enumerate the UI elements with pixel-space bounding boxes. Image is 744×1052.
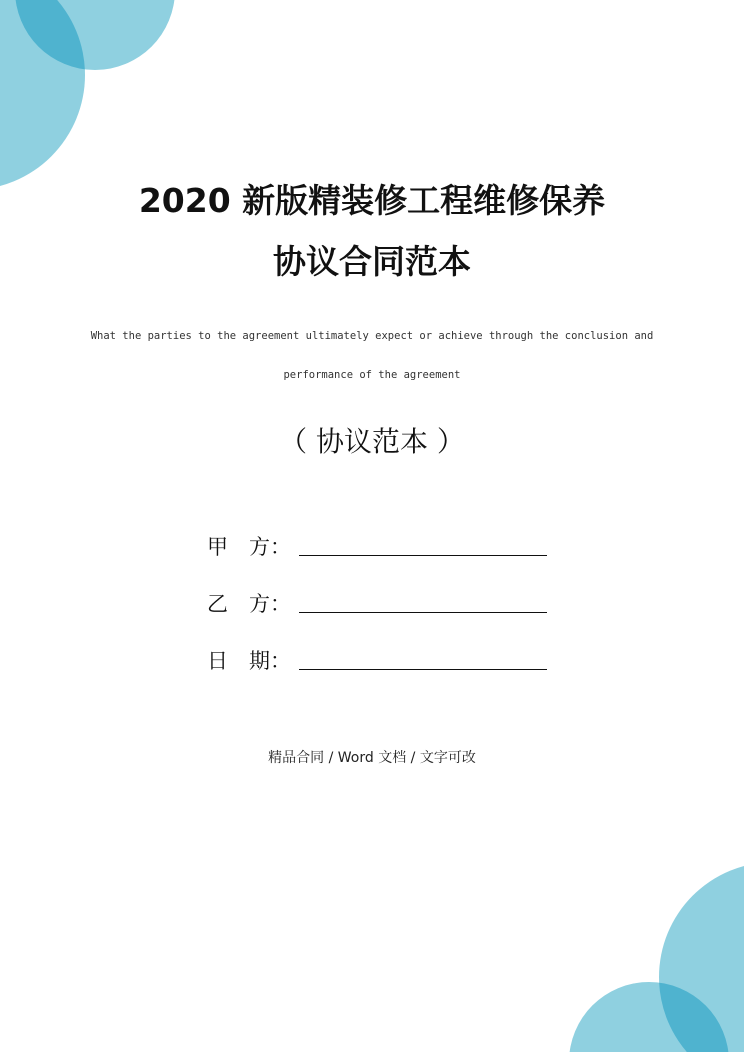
footer-note: 精品合同 / Word 文档 / 文字可改 (268, 750, 476, 766)
decorative-circles-bottom-right (564, 852, 744, 1052)
date-blank-line (299, 669, 547, 670)
party-b-field (207, 592, 547, 622)
date-label: 日 期： (207, 649, 291, 673)
deco-circle-large (0, 0, 85, 190)
deco-circle-large (659, 862, 744, 1052)
party-b-blank-line (299, 612, 547, 613)
party-b-label: 乙 方： (207, 592, 291, 616)
english-subtitle-line-2: performance of the agreement (283, 369, 461, 381)
party-a-blank-line (299, 555, 547, 556)
deco-circle-overlap (659, 862, 744, 1052)
document-title-line-1: 2020 新版精装修工程维修保养 (138, 181, 606, 220)
english-subtitle-line-1: What the parties to the agreement ultimately expect or achieve through the conclusion and (90, 330, 654, 342)
document-title-line-2: 协议合同范本 (273, 242, 471, 281)
decorative-circles-top-left (0, 0, 180, 200)
party-a-field (207, 535, 547, 565)
document-type-label: （ 协议范本 ） (279, 425, 465, 458)
date-field (207, 649, 547, 679)
deco-circle-overlap (0, 0, 85, 190)
deco-circle-lower (569, 982, 729, 1052)
deco-circle-upper (15, 0, 175, 70)
party-a-label: 甲 方： (207, 535, 291, 559)
